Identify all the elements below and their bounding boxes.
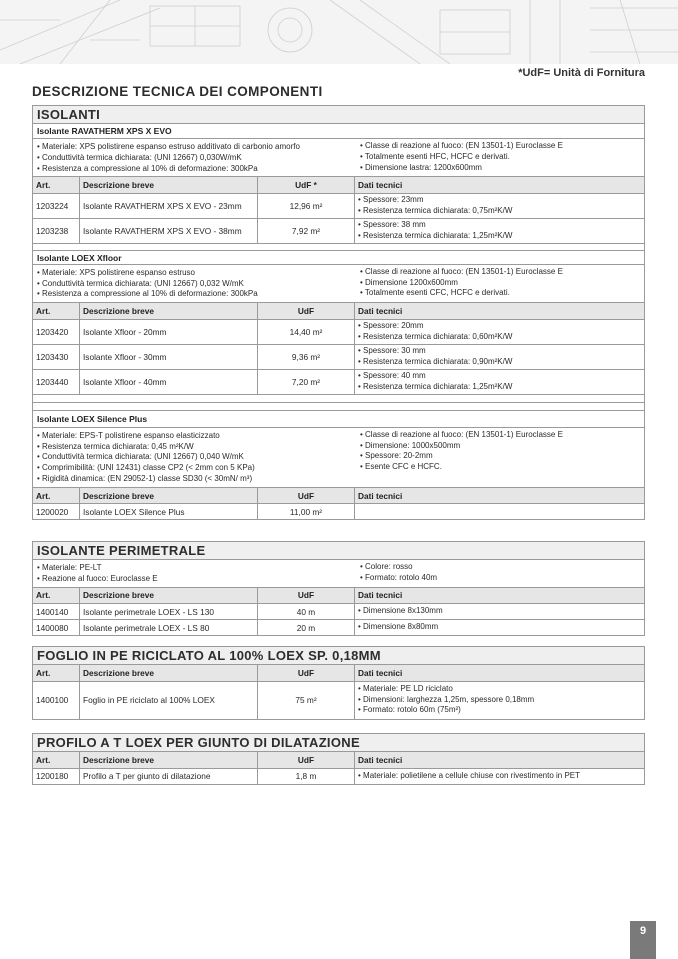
tech-line: • Dimensione 8x130mm bbox=[358, 606, 443, 616]
cell-desc: Isolante RAVATHERM XPS X EVO - 23mm bbox=[80, 193, 258, 218]
col-header-desc: Descrizione breve bbox=[80, 303, 258, 319]
col-header-tech: Dati tecnici bbox=[355, 177, 645, 193]
cell-tech bbox=[355, 369, 645, 394]
col-header-desc: Descrizione breve bbox=[80, 665, 258, 681]
col-header-tech: Dati tecnici bbox=[355, 588, 645, 604]
feature-line: • Totalmente esenti CFC, HCFC e derivati. bbox=[360, 288, 510, 298]
table-header-row bbox=[33, 588, 645, 604]
tech-line: • Materiale: polietilene a cellule chiuse con rivestimento in PET bbox=[358, 770, 581, 780]
table-row bbox=[33, 344, 645, 369]
tech-line: • Spessore: 40 mm bbox=[358, 371, 426, 381]
table-foglio bbox=[32, 665, 645, 720]
section-title: PROFILO A T LOEX PER GIUNTO DI DILATAZIONE bbox=[32, 733, 645, 752]
tech-line: • Spessore: 23mm bbox=[358, 195, 424, 205]
cell-udf: 14,40 m² bbox=[258, 319, 355, 344]
section-profilo bbox=[32, 733, 645, 785]
cell-art: 1203238 bbox=[33, 218, 80, 243]
feature-line: • Spessore: 20-2mm bbox=[360, 451, 433, 461]
section-perimetrale bbox=[32, 541, 645, 636]
feature-line: • Classe di reazione al fuoco: (EN 13501-1) Euroclasse E bbox=[360, 429, 563, 439]
col-header-desc: Descrizione breve bbox=[80, 488, 258, 504]
tech-line: • Resistenza termica dichiarata: 0,90m²K/W bbox=[358, 356, 513, 366]
features-perimetrale bbox=[32, 560, 645, 588]
cell-desc: Isolante perimetrale LOEX - LS 130 bbox=[80, 604, 258, 620]
feature-line: • Materiale: PE-LT bbox=[37, 563, 102, 572]
product-title-xfloor: Isolante LOEX Xfloor bbox=[32, 250, 645, 265]
table-header-row bbox=[33, 752, 645, 768]
feature-line: • Materiale: XPS polistirene espanso estruso bbox=[37, 267, 195, 277]
tech-line: • Resistenza termica dichiarata: 1,25m²K/W bbox=[358, 230, 513, 240]
feature-line: • Colore: rosso bbox=[360, 562, 413, 571]
cell-art: 1400140 bbox=[33, 604, 80, 620]
feature-line: • Comprimibilità: (UNI 12431) classe CP2 (< 2mm con 5 KPa) bbox=[37, 463, 255, 473]
page-title: DESCRIZIONE TECNICA DEI COMPONENTI bbox=[32, 84, 323, 99]
section-title: ISOLANTE PERIMETRALE bbox=[32, 541, 645, 560]
cell-desc: Profilo a T per giunto di dilatazione bbox=[80, 768, 258, 784]
feature-line: • Conduttività termica dichiarata: (UNI 12667) 0,032 W/mK bbox=[37, 278, 244, 288]
cell-desc: Isolante Xfloor - 20mm bbox=[80, 319, 258, 344]
cell-desc: Isolante perimetrale LOEX - LS 80 bbox=[80, 620, 258, 636]
cell-tech bbox=[355, 768, 645, 784]
col-header-tech: Dati tecnici bbox=[355, 665, 645, 681]
tech-line: • Resistenza termica dichiarata: 1,25m²K/W bbox=[358, 381, 513, 391]
tech-line: • Dimensioni: larghezza 1,25m, spessore 0,18mm bbox=[358, 694, 535, 704]
cell-tech bbox=[355, 344, 645, 369]
feature-line: • Materiale: XPS polistirene espanso estruso additivato di carbonio amorfo bbox=[37, 142, 300, 151]
section-foglio bbox=[32, 646, 645, 720]
cell-art: 1203420 bbox=[33, 319, 80, 344]
col-header-udf: UdF * bbox=[258, 177, 355, 193]
cell-udf: 12,96 m² bbox=[258, 193, 355, 218]
col-header-art: Art. bbox=[33, 752, 80, 768]
section-title: ISOLANTI bbox=[32, 105, 645, 124]
cell-art: 1400100 bbox=[33, 681, 80, 719]
cell-udf: 20 m bbox=[258, 620, 355, 636]
table-row bbox=[33, 218, 645, 243]
table-row bbox=[33, 504, 645, 520]
feature-line: • Resistenza a compressione al 10% di deformazione: 300kPa bbox=[37, 289, 258, 299]
cell-desc: Isolante Xfloor - 40mm bbox=[80, 369, 258, 394]
cell-tech bbox=[355, 504, 645, 520]
spacer bbox=[32, 403, 645, 411]
table-row bbox=[33, 369, 645, 394]
cell-udf: 1,8 m bbox=[258, 768, 355, 784]
cell-tech bbox=[355, 620, 645, 636]
feature-line: • Totalmente esenti HFC, HCFC e derivati. bbox=[360, 151, 510, 161]
col-header-udf: UdF bbox=[258, 488, 355, 504]
tech-line: • Materiale: PE LD riciclato bbox=[358, 684, 453, 694]
table-perimetrale bbox=[32, 588, 645, 637]
cell-udf: 11,00 m² bbox=[258, 504, 355, 520]
udf-footnote: *UdF= Unità di Fornitura bbox=[518, 67, 645, 79]
cell-udf: 40 m bbox=[258, 604, 355, 620]
cell-tech bbox=[355, 193, 645, 218]
tech-line: • Spessore: 38 mm bbox=[358, 220, 426, 230]
cell-udf: 7,20 m² bbox=[258, 369, 355, 394]
feature-line: • Reazione al fuoco: Euroclasse E bbox=[37, 573, 158, 583]
tech-line: • Spessore: 30 mm bbox=[358, 346, 426, 356]
cell-udf: 9,36 m² bbox=[258, 344, 355, 369]
feature-line: • Dimensione 1200x600mm bbox=[360, 277, 458, 287]
spacer bbox=[32, 395, 645, 403]
feature-line: • Materiale: EPS-T polistirene espanso elasticizzato bbox=[37, 430, 220, 440]
cell-tech bbox=[355, 681, 645, 719]
feature-line: • Dimensione: 1000x500mm bbox=[360, 440, 461, 450]
cell-udf: 7,92 m² bbox=[258, 218, 355, 243]
table-row bbox=[33, 620, 645, 636]
table-header-row bbox=[33, 665, 645, 681]
features-silence bbox=[32, 428, 645, 488]
cell-tech bbox=[355, 218, 645, 243]
blueprint-lines-icon bbox=[0, 0, 678, 64]
table-row bbox=[33, 768, 645, 784]
table-header-row bbox=[33, 177, 645, 193]
section-title: FOGLIO IN PE RICICLATO AL 100% LOEX SP. 0,18MM bbox=[32, 646, 645, 665]
cell-desc: Isolante LOEX Silence Plus bbox=[80, 504, 258, 520]
col-header-tech: Dati tecnici bbox=[355, 752, 645, 768]
col-header-desc: Descrizione breve bbox=[80, 588, 258, 604]
table-row bbox=[33, 193, 645, 218]
table-header-row bbox=[33, 303, 645, 319]
col-header-art: Art. bbox=[33, 488, 80, 504]
table-ravatherm bbox=[32, 177, 645, 244]
feature-line: • Conduttività termica dichiarata: (UNI 12667) 0,040 W/mK bbox=[37, 452, 244, 462]
table-profilo bbox=[32, 752, 645, 785]
cell-desc: Isolante Xfloor - 30mm bbox=[80, 344, 258, 369]
col-header-art: Art. bbox=[33, 665, 80, 681]
feature-line: • Conduttività termica dichiarata: (UNI 12667) 0,030W/mK bbox=[37, 152, 242, 162]
page-number: 9 bbox=[630, 921, 656, 959]
table-row bbox=[33, 604, 645, 620]
feature-line: • Dimensione lastra: 1200x600mm bbox=[360, 162, 482, 172]
tech-line: • Spessore: 20mm bbox=[358, 321, 424, 331]
feature-line: • Resistenza a compressione al 10% di deformazione: 300kPa bbox=[37, 163, 258, 173]
cell-art: 1203430 bbox=[33, 344, 80, 369]
product-title-silence: Isolante LOEX Silence Plus bbox=[32, 411, 645, 428]
table-silence bbox=[32, 488, 645, 521]
table-row bbox=[33, 681, 645, 719]
col-header-desc: Descrizione breve bbox=[80, 752, 258, 768]
header-blueprint-graphic bbox=[0, 0, 678, 64]
cell-art: 1200180 bbox=[33, 768, 80, 784]
feature-line: • Classe di reazione al fuoco: (EN 13501-1) Euroclasse E bbox=[360, 266, 563, 276]
col-header-desc: Descrizione breve bbox=[80, 177, 258, 193]
features-xfloor bbox=[32, 265, 645, 303]
cell-tech bbox=[355, 604, 645, 620]
table-header-row bbox=[33, 488, 645, 504]
cell-desc: Isolante RAVATHERM XPS X EVO - 38mm bbox=[80, 218, 258, 243]
tech-line: • Resistenza termica dichiarata: 0,75m²K/W bbox=[358, 205, 513, 215]
col-header-udf: UdF bbox=[258, 752, 355, 768]
cell-desc: Foglio in PE riciclato al 100% LOEX bbox=[80, 681, 258, 719]
col-header-art: Art. bbox=[33, 588, 80, 604]
feature-line: • Formato: rotolo 40m bbox=[360, 572, 438, 582]
table-xfloor bbox=[32, 303, 645, 395]
table-row bbox=[33, 319, 645, 344]
cell-art: 1203224 bbox=[33, 193, 80, 218]
feature-line: • Esente CFC e HCFC. bbox=[360, 462, 442, 472]
tech-line: • Formato: rotolo 60m (75m²) bbox=[358, 705, 461, 715]
feature-line: • Classe di reazione al fuoco: (EN 13501-1) Euroclasse E bbox=[360, 141, 563, 150]
cell-udf: 75 m² bbox=[258, 681, 355, 719]
cell-art: 1200020 bbox=[33, 504, 80, 520]
features-ravatherm bbox=[32, 139, 645, 177]
cell-art: 1203440 bbox=[33, 369, 80, 394]
col-header-udf: UdF bbox=[258, 588, 355, 604]
col-header-tech: Dati tecnici bbox=[355, 303, 645, 319]
col-header-udf: UdF bbox=[258, 303, 355, 319]
col-header-udf: UdF bbox=[258, 665, 355, 681]
cell-art: 1400080 bbox=[33, 620, 80, 636]
feature-line: • Resistenza termica dichiarata: 0,45 m²K/W bbox=[37, 441, 194, 451]
col-header-tech: Dati tecnici bbox=[355, 488, 645, 504]
tech-line: • Resistenza termica dichiarata: 0,60m²K/W bbox=[358, 331, 513, 341]
feature-line: • Rigidità dinamica: (EN 29052-1) classe SD30 (< 30mN/ m³) bbox=[37, 473, 253, 483]
section-isolanti bbox=[32, 105, 645, 520]
tech-line: • Dimensione 8x80mm bbox=[358, 622, 439, 632]
col-header-art: Art. bbox=[33, 177, 80, 193]
col-header-art: Art. bbox=[33, 303, 80, 319]
product-title-ravatherm: Isolante RAVATHERM XPS X EVO bbox=[32, 124, 645, 139]
cell-tech bbox=[355, 319, 645, 344]
